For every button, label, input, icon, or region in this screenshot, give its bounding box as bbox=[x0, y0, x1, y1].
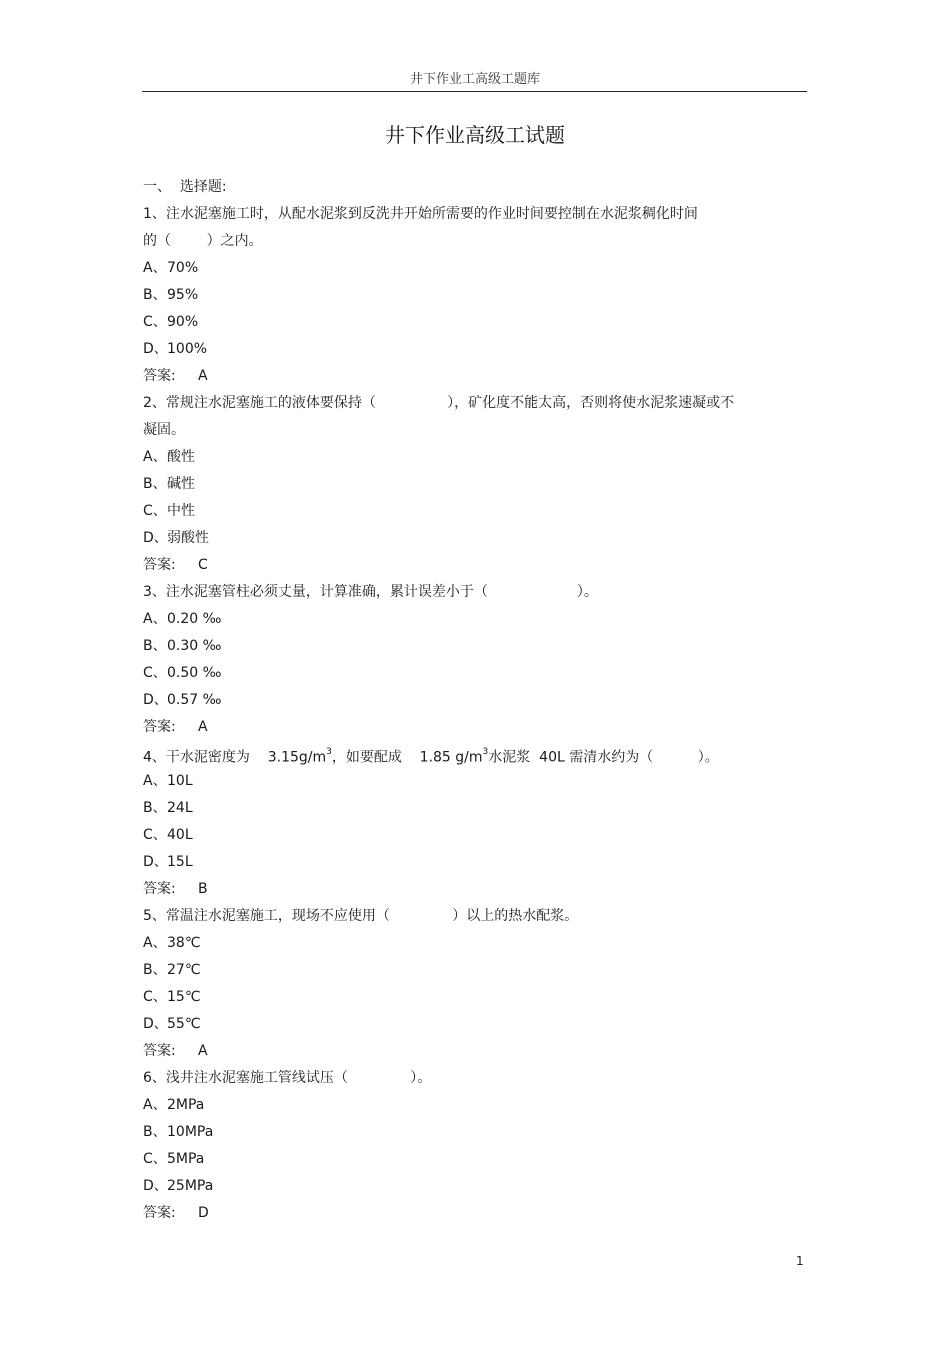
question-stem: 1、注水泥塞施工时，从配水泥浆到反洗井开始所需要的作业时间要控制在水泥浆稠化时间 bbox=[143, 206, 698, 222]
question-stem: 3、注水泥塞管柱必须丈量，计算准确，累计误差小于（ ）。 bbox=[143, 584, 598, 600]
answer-value: A bbox=[198, 1043, 208, 1059]
option-letter: C、 bbox=[143, 665, 167, 681]
option-text: 27℃ bbox=[167, 962, 201, 978]
option-b bbox=[143, 1121, 807, 1148]
option-letter: B、 bbox=[143, 287, 167, 303]
answer-value: A bbox=[198, 368, 208, 384]
option-d bbox=[143, 338, 807, 365]
option-text: 70% bbox=[167, 260, 199, 276]
stem-text: ，如要配成 1.85 g/m bbox=[331, 749, 483, 766]
option-c bbox=[143, 986, 807, 1013]
option-letter: A、 bbox=[143, 935, 167, 951]
option-b bbox=[143, 959, 807, 986]
answer-value: A bbox=[198, 719, 208, 735]
question-5 bbox=[143, 905, 807, 1067]
option-letter: B、 bbox=[143, 476, 167, 492]
option-text: 中性 bbox=[167, 503, 195, 519]
option-a bbox=[143, 770, 807, 797]
option-letter: B、 bbox=[143, 1124, 167, 1140]
question-stem: 凝固。 bbox=[143, 422, 185, 438]
option-text: 15℃ bbox=[167, 989, 201, 1005]
option-letter: A、 bbox=[143, 773, 167, 789]
question-6 bbox=[143, 1067, 807, 1229]
option-text: 酸性 bbox=[167, 449, 195, 465]
option-letter: D、 bbox=[143, 1178, 168, 1194]
question-1 bbox=[143, 203, 807, 392]
section-heading: 一、 选择题: bbox=[143, 179, 227, 195]
option-a bbox=[143, 446, 807, 473]
option-a bbox=[143, 932, 807, 959]
option-c bbox=[143, 500, 807, 527]
option-a bbox=[143, 1094, 807, 1121]
option-text: 5MPa bbox=[167, 1151, 205, 1167]
option-b bbox=[143, 635, 807, 662]
option-letter: B、 bbox=[143, 800, 167, 816]
option-c bbox=[143, 311, 807, 338]
answer-value: C bbox=[198, 557, 208, 573]
option-text: 弱酸性 bbox=[167, 530, 209, 546]
option-c bbox=[143, 1148, 807, 1175]
answer bbox=[143, 554, 807, 581]
option-text: 100% bbox=[167, 341, 208, 357]
answer-label: 答案: bbox=[143, 368, 176, 384]
stem-text: 4、干水泥密度为 3.15g/m bbox=[143, 749, 327, 766]
option-letter: D、 bbox=[143, 530, 168, 546]
option-b bbox=[143, 473, 807, 500]
answer-label: 答案: bbox=[143, 557, 176, 573]
superscript: 3 bbox=[482, 747, 489, 757]
option-text: 24L bbox=[167, 800, 193, 816]
answer bbox=[143, 365, 807, 392]
option-c bbox=[143, 662, 807, 689]
header-divider bbox=[142, 91, 807, 92]
exam-content bbox=[143, 176, 807, 1229]
option-letter: D、 bbox=[143, 341, 168, 357]
option-text: 15L bbox=[167, 854, 193, 870]
option-letter: C、 bbox=[143, 827, 167, 843]
option-text: 95% bbox=[167, 287, 199, 303]
option-b bbox=[143, 797, 807, 824]
option-letter: A、 bbox=[143, 1097, 167, 1113]
answer bbox=[143, 878, 807, 905]
option-text: 0.30 ‰ bbox=[167, 638, 222, 654]
answer-value: B bbox=[198, 881, 208, 897]
answer bbox=[143, 1202, 807, 1229]
answer bbox=[143, 1040, 807, 1067]
option-letter: A、 bbox=[143, 611, 167, 627]
option-a bbox=[143, 257, 807, 284]
option-letter: A、 bbox=[143, 449, 167, 465]
question-stem: 5、常温注水泥塞施工，现场不应使用（ ）以上的热水配浆。 bbox=[143, 908, 579, 924]
question-4 bbox=[143, 743, 807, 905]
question-stem bbox=[143, 743, 807, 770]
option-letter: C、 bbox=[143, 314, 167, 330]
page-number: 1 bbox=[796, 1254, 804, 1268]
answer-label: 答案: bbox=[143, 881, 176, 897]
question-stem: 6、浅井注水泥塞施工管线试压（ ）。 bbox=[143, 1070, 432, 1086]
question-3 bbox=[143, 581, 807, 743]
option-letter: B、 bbox=[143, 962, 167, 978]
option-text: 碱性 bbox=[167, 476, 195, 492]
option-text: 2MPa bbox=[167, 1097, 205, 1113]
option-letter: D、 bbox=[143, 1016, 168, 1032]
option-b bbox=[143, 284, 807, 311]
superscript: 3 bbox=[326, 747, 332, 757]
stem-text: 水泥浆 40L 需清水约为（ ）。 bbox=[488, 749, 719, 766]
answer-label: 答案: bbox=[143, 1043, 176, 1059]
option-text: 38℃ bbox=[167, 935, 201, 951]
option-text: 0.20 ‰ bbox=[167, 611, 222, 627]
question-stem: 2、常规注水泥塞施工的液体要保持（ ），矿化度不能太高，否则将使水泥浆速凝或不 bbox=[143, 395, 735, 411]
option-text: 55℃ bbox=[167, 1016, 201, 1032]
option-letter: C、 bbox=[143, 1151, 167, 1167]
option-text: 10L bbox=[167, 773, 193, 789]
document-title: 井下作业高级工试题 bbox=[385, 123, 565, 147]
option-d bbox=[143, 1013, 807, 1040]
option-letter: D、 bbox=[143, 692, 168, 708]
option-d bbox=[143, 1175, 807, 1202]
answer-value: D bbox=[198, 1205, 209, 1221]
option-letter: A、 bbox=[143, 260, 167, 276]
option-d bbox=[143, 689, 807, 716]
answer-label: 答案: bbox=[143, 719, 176, 735]
option-letter: C、 bbox=[143, 503, 167, 519]
option-text: 25MPa bbox=[167, 1178, 214, 1194]
option-text: 90% bbox=[167, 314, 199, 330]
option-text: 0.57 ‰ bbox=[167, 692, 222, 708]
option-d bbox=[143, 527, 807, 554]
option-c bbox=[143, 824, 807, 851]
option-a bbox=[143, 608, 807, 635]
option-text: 0.50 ‰ bbox=[167, 665, 222, 681]
page-header: 井下作业工高级工题库 bbox=[409, 72, 540, 87]
option-letter: C、 bbox=[143, 989, 167, 1005]
question-2 bbox=[143, 392, 807, 581]
option-d bbox=[143, 851, 807, 878]
option-text: 10MPa bbox=[167, 1124, 214, 1140]
answer bbox=[143, 716, 807, 743]
answer-label: 答案: bbox=[143, 1205, 176, 1221]
option-text: 40L bbox=[167, 827, 193, 843]
question-stem: 的（ ）之内。 bbox=[143, 233, 263, 249]
option-letter: D、 bbox=[143, 854, 168, 870]
option-letter: B、 bbox=[143, 638, 167, 654]
